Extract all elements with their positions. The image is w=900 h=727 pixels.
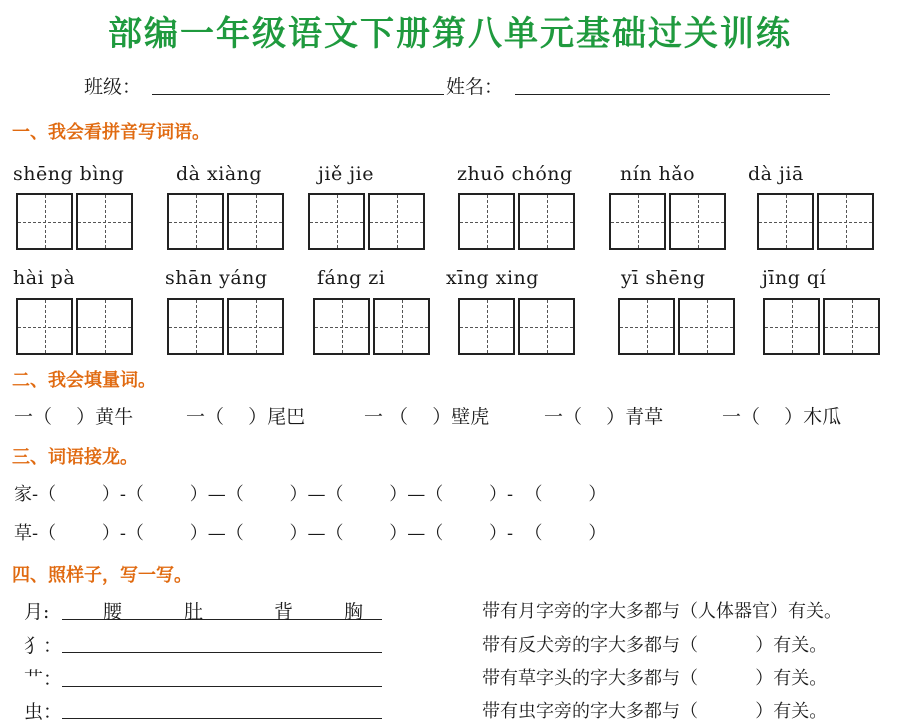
writing-grid[interactable] — [313, 298, 370, 355]
pinyin-label: yī shēng — [621, 267, 706, 289]
section-3-heading: 三、词语接龙。 — [12, 447, 138, 468]
answer-line[interactable] — [62, 652, 382, 653]
answer-line[interactable] — [62, 718, 382, 719]
example-word: 胸 — [344, 601, 364, 623]
writing-grid[interactable] — [167, 298, 224, 355]
writing-grid[interactable] — [368, 193, 425, 250]
writing-grid[interactable] — [817, 193, 874, 250]
writing-grid[interactable] — [227, 193, 284, 250]
measure-word-item[interactable]: 一（ ）黄牛 — [14, 406, 134, 428]
writing-grid[interactable] — [458, 193, 515, 250]
section-2-heading: 二、我会填量词。 — [12, 370, 156, 391]
radical-label: 犭： — [24, 635, 63, 657]
writing-grid[interactable] — [308, 193, 365, 250]
example-word: 背 — [274, 601, 294, 623]
writing-grid[interactable] — [823, 298, 880, 355]
measure-word-item[interactable]: 一（ ）尾巴 — [186, 406, 306, 428]
pinyin-label: dà xiàng — [176, 163, 263, 185]
pinyin-label: nín hǎo — [620, 163, 696, 185]
page-title: 部编一年级语文下册第八单元基础过关训练 — [108, 14, 792, 54]
pinyin-label: fáng zi — [317, 267, 386, 289]
pinyin-label: jīng qí — [762, 267, 827, 289]
pinyin-label: jiě jie — [318, 163, 374, 185]
example-word: 肚 — [184, 601, 204, 623]
writing-grid[interactable] — [518, 193, 575, 250]
radical-sentence[interactable]: 带有虫字旁的字大多都与（ ）有关。 — [482, 701, 828, 722]
writing-grid[interactable] — [757, 193, 814, 250]
writing-grid[interactable] — [167, 193, 224, 250]
writing-grid[interactable] — [518, 298, 575, 355]
measure-word-item[interactable]: 一（ ）木瓜 — [722, 406, 842, 428]
pinyin-label: dà jiā — [748, 163, 804, 185]
radical-sentence[interactable]: 带有反犬旁的字大多都与（ ）有关。 — [482, 635, 828, 656]
radical-sentence[interactable]: 带有草字头的字大多都与（ ）有关。 — [482, 668, 828, 689]
answer-line[interactable] — [62, 686, 382, 687]
radical-sentence: 带有月字旁的字大多都与（人体器官）有关。 — [482, 601, 842, 622]
pinyin-label: zhuō chóng — [457, 163, 573, 185]
writing-grid[interactable] — [76, 298, 133, 355]
example-word: 腰 — [103, 601, 123, 623]
name-field[interactable] — [515, 94, 830, 95]
class-field[interactable] — [152, 94, 444, 95]
writing-grid[interactable] — [669, 193, 726, 250]
pinyin-label: shān yáng — [165, 267, 268, 289]
section-4-heading: 四、照样子，写一写。 — [12, 565, 192, 586]
writing-grid[interactable] — [227, 298, 284, 355]
word-chain-row[interactable]: 家-（ ）-（ ）—（ ）—（ ）—（ ）- （ ） — [14, 484, 607, 505]
writing-grid[interactable] — [458, 298, 515, 355]
pinyin-label: hài pà — [13, 267, 76, 289]
writing-grid[interactable] — [618, 298, 675, 355]
pinyin-label: shēng bìng — [13, 163, 125, 185]
radical-label: 月: — [24, 601, 50, 623]
pinyin-label: xīng xing — [446, 267, 539, 289]
writing-grid[interactable] — [76, 193, 133, 250]
measure-word-item[interactable]: 一 （ ）壁虎 — [364, 406, 490, 428]
radical-label: 虫： — [24, 701, 63, 723]
writing-grid[interactable] — [16, 298, 73, 355]
word-chain-row[interactable]: 草-（ ）-（ ）—（ ）—（ ）—（ ）- （ ） — [14, 523, 607, 544]
name-label: 姓名： — [446, 76, 504, 98]
class-label: 班级： — [84, 76, 142, 98]
section-1-heading: 一、我会看拼音写词语。 — [12, 122, 210, 143]
radical-label: 艹： — [24, 668, 63, 690]
writing-grid[interactable] — [763, 298, 820, 355]
writing-grid[interactable] — [678, 298, 735, 355]
writing-grid[interactable] — [373, 298, 430, 355]
writing-grid[interactable] — [609, 193, 666, 250]
measure-word-item[interactable]: 一（ ）青草 — [544, 406, 664, 428]
writing-grid[interactable] — [16, 193, 73, 250]
